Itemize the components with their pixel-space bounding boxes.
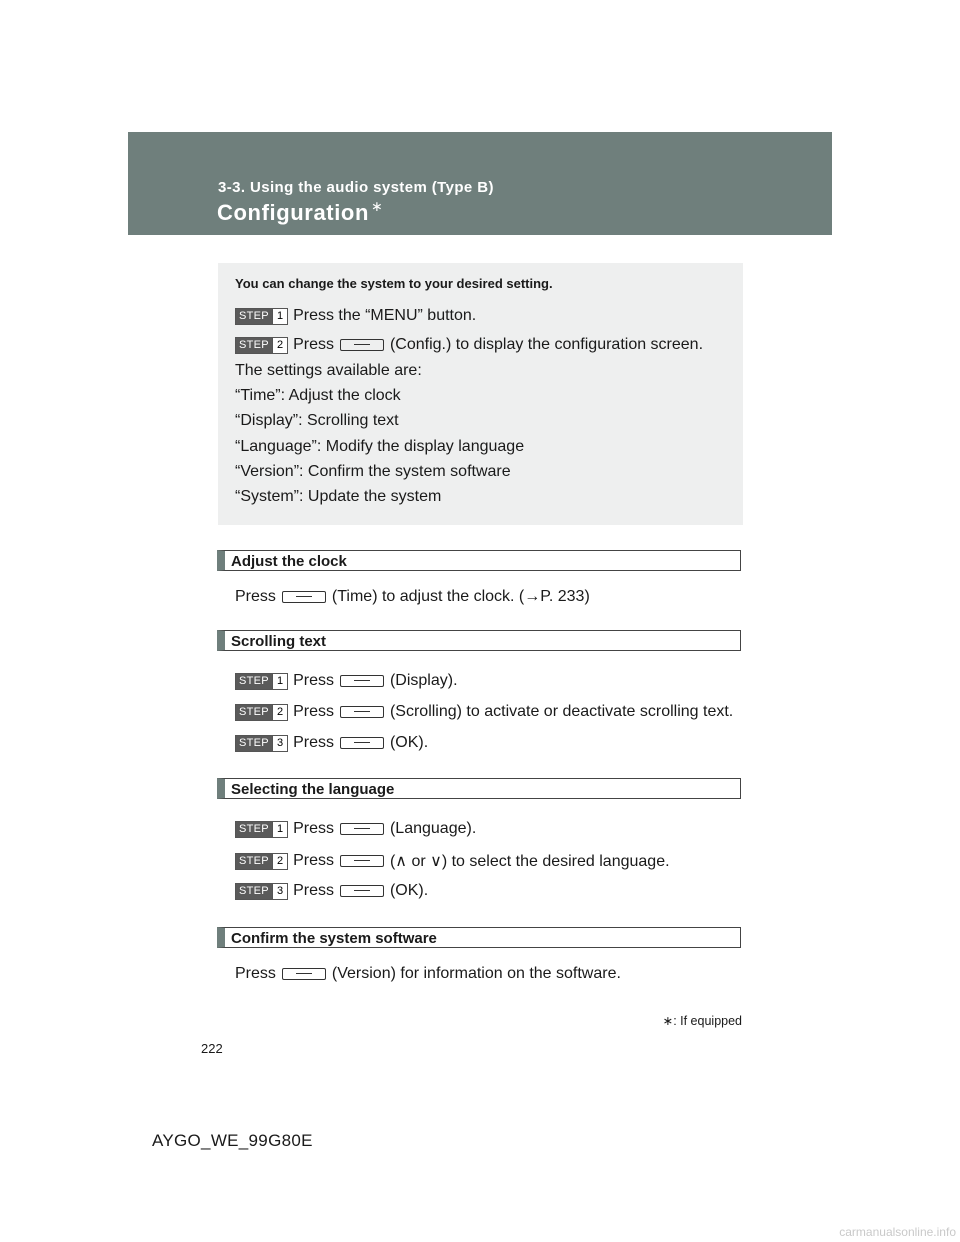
soft-button-icon: [340, 885, 384, 897]
step-text-pre: Press: [293, 882, 334, 899]
soft-button-icon: [282, 968, 326, 980]
step-text-pre: Press: [293, 820, 334, 837]
step-label: STEP: [236, 338, 272, 353]
language-step-2: [235, 851, 670, 871]
soft-button-icon: [340, 737, 384, 749]
step-text-pre: Press: [293, 672, 334, 689]
intro-lead: You can change the system to your desired setting.: [235, 276, 553, 291]
intro-step-2: [235, 336, 703, 354]
step-number: 1: [272, 822, 287, 837]
step-badge: [235, 337, 288, 354]
step-label: STEP: [236, 705, 272, 720]
settings-item: “System”: Update the system: [235, 488, 442, 505]
step-label: STEP: [236, 674, 272, 689]
clock-instruction: [235, 588, 590, 606]
section-title-software: Confirm the system software: [231, 930, 437, 947]
step-badge: [235, 704, 288, 721]
step-text-post: (OK).: [389, 734, 429, 751]
intro-box: [218, 263, 743, 525]
asterisk-mark: ∗: [371, 198, 384, 214]
soft-button-icon: [340, 855, 384, 867]
section-bar-scrolling: [217, 630, 741, 651]
language-step-3: [235, 882, 428, 900]
step-number: 2: [272, 854, 287, 869]
soft-button-icon: [340, 706, 384, 718]
page-title-text: Configuration: [217, 200, 369, 225]
section-bar-language: [217, 778, 741, 799]
step-text-post: (Language).: [389, 820, 477, 837]
scrolling-step-2: [235, 703, 733, 721]
soft-button-icon: [340, 823, 384, 835]
page-title: [217, 198, 383, 226]
intro-step-1: [235, 307, 476, 325]
intro-step-2-post: (Config.) to display the configuration screen.: [389, 336, 704, 353]
step-badge: [235, 853, 288, 870]
step-label: STEP: [236, 309, 272, 324]
step-number: 1: [272, 674, 287, 689]
section-bar-software: [217, 927, 741, 948]
step-label: STEP: [236, 822, 272, 837]
chapter-header: [128, 132, 832, 235]
step-number: 2: [272, 338, 287, 353]
step-number: 3: [272, 736, 287, 751]
step-number: 2: [272, 705, 287, 720]
step-text-post: (Scrolling) to activate or deactivate scrolling text.: [389, 703, 734, 720]
settings-intro: The settings available are:: [235, 362, 422, 379]
section-title-scrolling: Scrolling text: [231, 633, 327, 650]
step-badge: [235, 821, 288, 838]
watermark: carmanualsonline.info: [839, 1225, 956, 1239]
step-text-pre: Press: [293, 703, 334, 720]
settings-item: “Time”: Adjust the clock: [235, 387, 401, 404]
clock-text-post: (Time) to adjust the clock. (→P. 233): [331, 588, 590, 605]
step-text-post: (OK).: [389, 882, 429, 899]
step-badge: [235, 735, 288, 752]
step-badge: [235, 883, 288, 900]
step-number: 3: [272, 884, 287, 899]
section-title-language: Selecting the language: [231, 781, 395, 798]
software-instruction: [235, 965, 621, 983]
document-code: AYGO_WE_99G80E: [152, 1131, 313, 1150]
page-number: 222: [201, 1041, 223, 1056]
section-title-clock: Adjust the clock: [231, 553, 347, 570]
step-number: 1: [272, 309, 287, 324]
step-text-pre: Press: [293, 734, 334, 751]
step-badge: [235, 308, 288, 325]
soft-button-icon: [340, 675, 384, 687]
soft-button-icon: [282, 591, 326, 603]
language-step-1: [235, 820, 476, 838]
footnote: ∗: If equipped: [662, 1014, 742, 1028]
settings-item: “Display”: Scrolling text: [235, 412, 399, 429]
intro-step-2-pre: Press: [293, 336, 334, 353]
step-label: STEP: [236, 884, 272, 899]
clock-text-pre: Press: [235, 588, 276, 605]
step-text-post: (∧ or ∨) to select the desired language.: [389, 853, 670, 870]
step-label: STEP: [236, 854, 272, 869]
step-badge: [235, 673, 288, 690]
section-label: 3-3. Using the audio system (Type B): [218, 179, 494, 196]
scrolling-step-3: [235, 734, 428, 752]
section-bar-clock: [217, 550, 741, 571]
step-text-post: (Display).: [389, 672, 458, 689]
intro-step-1-text: Press the “MENU” button.: [293, 307, 477, 324]
soft-button-icon: [340, 339, 384, 351]
settings-item: “Language”: Modify the display language: [235, 438, 525, 455]
step-text-pre: Press: [293, 852, 334, 869]
scrolling-step-1: [235, 672, 458, 690]
software-text-post: (Version) for information on the software.: [331, 965, 621, 982]
settings-item: “Version”: Confirm the system software: [235, 463, 511, 480]
step-label: STEP: [236, 736, 272, 751]
software-text-pre: Press: [235, 965, 276, 982]
